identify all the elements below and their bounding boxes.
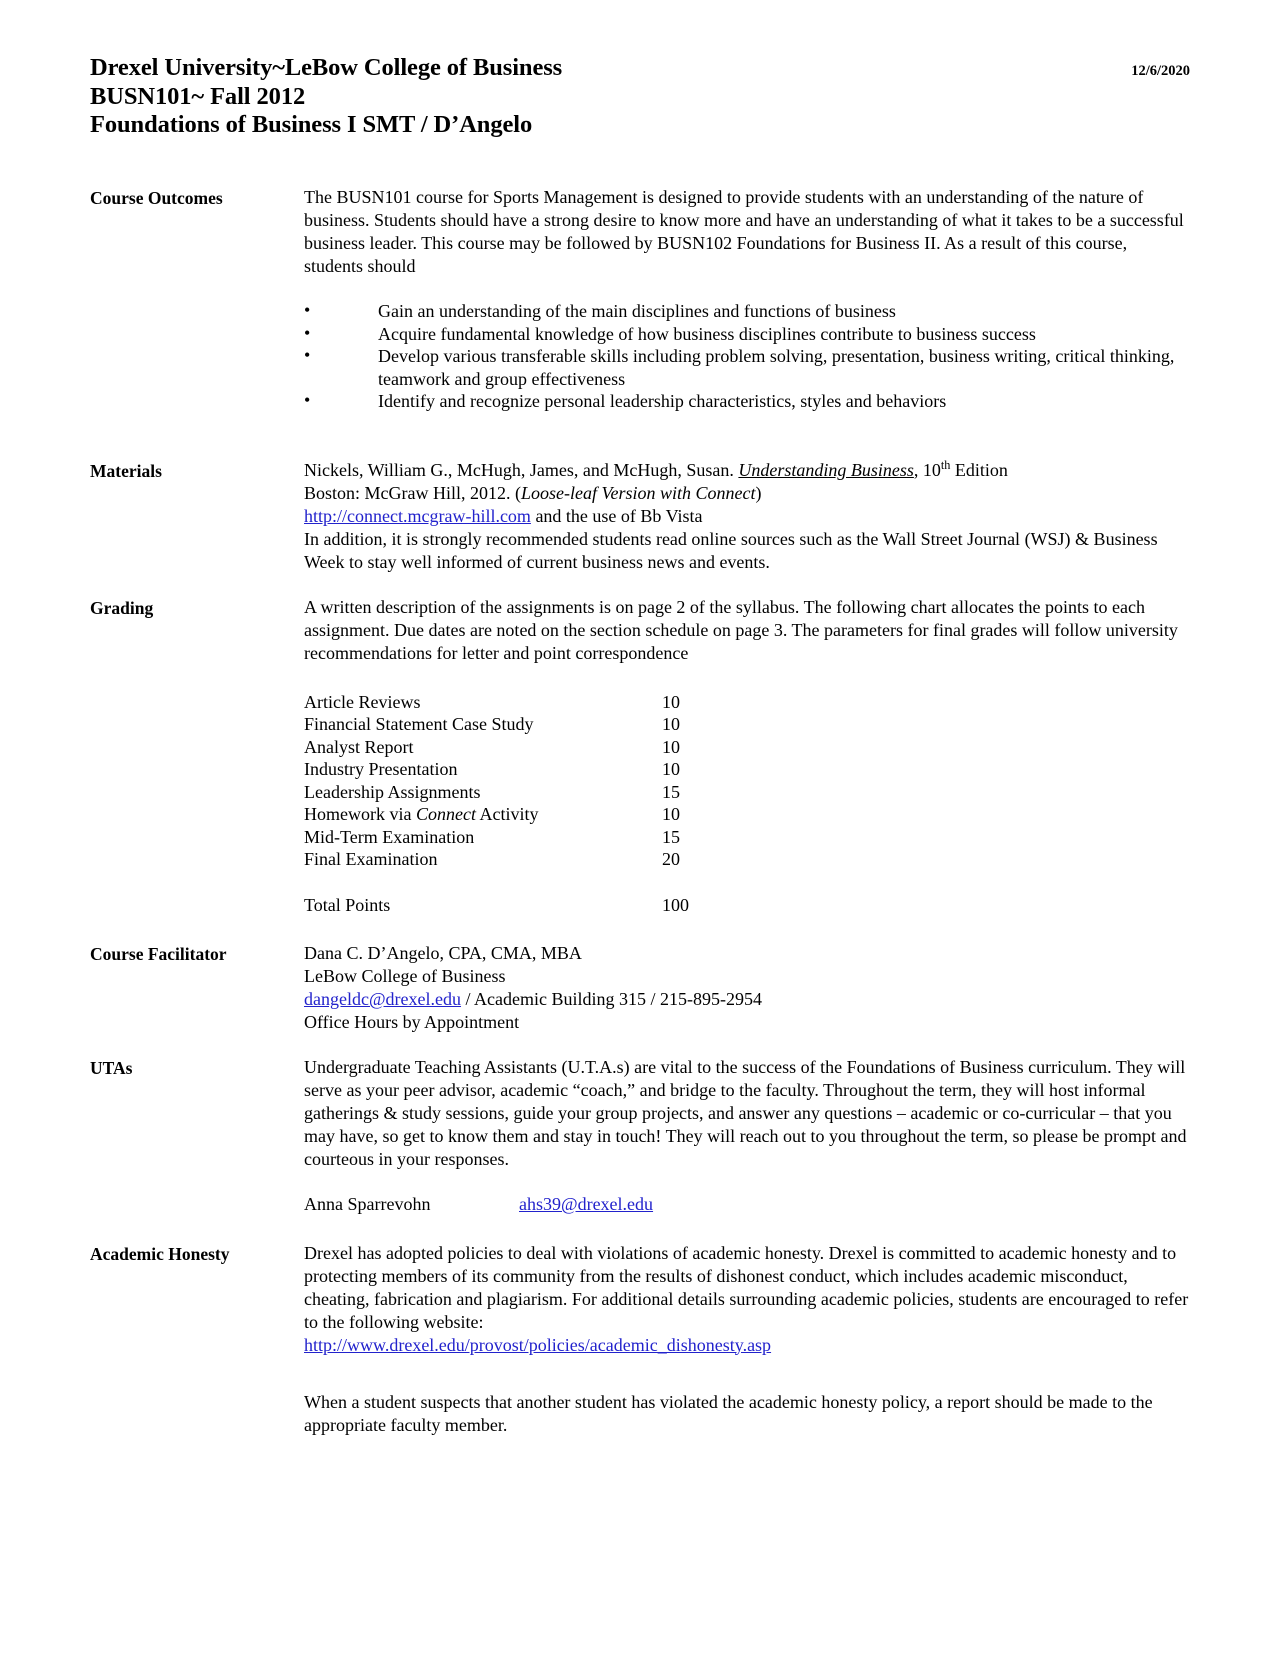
facilitator-office-phone: / Academic Building 315 / 215-895-2954 [461, 989, 762, 1009]
bullet-icon: • [304, 322, 311, 343]
assignment-name: Industry Presentation [304, 759, 458, 779]
assignment-points: 10 [662, 804, 680, 824]
list-item-text: Identify and recognize personal leadership characteristics, styles and behaviors [378, 391, 947, 411]
section-course-facilitator [90, 942, 1190, 1034]
academic-honesty-paragraph-2: When a student suspects that another student has violated the academic honesty policy, a report should be made to the appropriate faculty member. [304, 1391, 1153, 1435]
section-grading [90, 596, 1190, 917]
facilitator-contact-line [304, 988, 1190, 1011]
assignment-points: 15 [662, 826, 680, 847]
assignment-name-emphasis: Connect [415, 804, 476, 824]
section-academic-honesty [90, 1242, 1190, 1437]
section-body-course-facilitator [304, 942, 1190, 1034]
section-materials [90, 459, 1190, 574]
materials-authors: Nickels, William G., McHugh, James, and McHugh, Susan. [304, 459, 739, 480]
assignment-points: 20 [662, 849, 680, 869]
assignment-name: Leadership Assignments [304, 781, 481, 802]
bullet-icon: • [304, 390, 311, 410]
table-row [304, 758, 782, 781]
assignment-points: 15 [662, 781, 680, 802]
section-label-academic-honesty: Academic Honesty [90, 1243, 230, 1264]
assignment-name: Mid-Term Examination [304, 826, 475, 847]
table-spacer-row [304, 871, 782, 894]
list-item [304, 390, 1190, 413]
materials-edition-post: Edition [950, 459, 1008, 480]
materials-citation-line [304, 459, 1190, 482]
assignment-points: 10 [662, 691, 680, 712]
materials-book-title: Understanding Business [738, 459, 914, 480]
materials-edition-ordinal: th [940, 457, 951, 472]
academic-honesty-link-line [304, 1334, 1190, 1357]
table-row [304, 1193, 653, 1216]
section-course-outcomes [90, 186, 1190, 413]
header-title-line-3: Foundations of Business I SMT / D’Angelo [90, 111, 533, 138]
section-body-course-outcomes [304, 186, 1190, 413]
list-item [304, 323, 1190, 346]
assignment-name: Analyst Report [304, 736, 414, 757]
header-date: 12/6/2020 [1131, 63, 1190, 79]
assignment-name-pre: Homework via [304, 804, 416, 824]
materials-version-note: Loose-leaf Version with Connect [520, 482, 756, 503]
utas-paragraph: Undergraduate Teaching Assistants (U.T.A.s) are vital to the success of the Foundations of Business curriculum. They will serve as your peer advisor, academic “coach,” and bridge to the faculty. Throughout the term, they will host informal gatherings & study sessions, guide your group projects, and answer any questions – academic or co-curricular – that you may have, so get to know them and stay in touch! They will reach out to you throughout the term, so please be prompt and courteous in your responses. [304, 1057, 1187, 1169]
materials-edition-mid: , 10 [913, 459, 941, 480]
grading-intro: A written description of the assignments is on page 2 of the syllabus. The following chart allocates the points to each assignment. Due dates are noted on the section schedule on page 3. The parameters for final grades will follow university recommendations for letter and point correspondence [304, 596, 1178, 663]
list-item-text: Gain an understanding of the main disciplines and functions of business [378, 301, 896, 321]
materials-connect-link[interactable]: http://connect.mcgraw-hill.com [304, 505, 531, 526]
facilitator-name: Dana C. D’Angelo, CPA, CMA, MBA [304, 943, 582, 963]
header-title-block [90, 54, 562, 140]
header-title-line-2: BUSN101~ Fall 2012 [90, 82, 306, 110]
table-row [304, 713, 782, 736]
assignment-name: Financial Statement Case Study [304, 714, 534, 734]
section-body-grading [304, 596, 1190, 917]
list-item [304, 345, 1190, 390]
table-row [304, 826, 782, 849]
section-label-utas: UTAs [90, 1058, 133, 1078]
section-body-materials [304, 459, 1190, 574]
table-row-total [304, 894, 782, 917]
materials-paren-close: ) [755, 482, 762, 503]
materials-link-line [304, 505, 1190, 528]
section-label-course-facilitator: Course Facilitator [90, 944, 227, 964]
table-row [304, 848, 782, 871]
total-points-label: Total Points [304, 894, 391, 915]
materials-publisher: Boston: McGraw Hill, 2012. ( [304, 482, 521, 503]
assignment-points: 10 [662, 714, 680, 734]
table-row [304, 803, 782, 826]
list-item-text: Develop various transferable skills including problem solving, presentation, business writing, critical thinking, teamwork and group effectiveness [378, 346, 1175, 389]
course-outcomes-bullet-list [304, 300, 1190, 413]
assignment-name: Article Reviews [304, 691, 421, 712]
assignment-name-post: Activity [475, 804, 539, 824]
section-body-academic-honesty [304, 1242, 1190, 1437]
table-row [304, 691, 782, 714]
facilitator-college: LeBow College of Business [304, 966, 506, 986]
uta-name: Anna Sparrevohn [304, 1194, 431, 1214]
table-row [304, 736, 782, 759]
assignment-name: Final Examination [304, 849, 438, 869]
course-outcomes-intro: The BUSN101 course for Sports Management is designed to provide students with an understanding of the nature of business. Students should have a strong desire to know more and have an understanding of what it takes to be a successful business leader. This course may be followed by BUSN102 Foundations for Business II. As a result of this course, students should [304, 187, 1184, 276]
table-row [304, 781, 782, 804]
facilitator-office-hours: Office Hours by Appointment [304, 1012, 520, 1032]
assignment-name [304, 803, 662, 826]
section-body-utas [304, 1056, 1190, 1216]
materials-link-suffix: and the use of Bb Vista [530, 505, 703, 526]
section-label-grading: Grading [90, 597, 154, 618]
section-label-materials: Materials [90, 460, 162, 481]
academic-honesty-policy-link[interactable]: http://www.drexel.edu/provost/policies/academic_dishonesty.asp [304, 1334, 772, 1355]
academic-honesty-paragraph-1: Drexel has adopted policies to deal with violations of academic honesty. Drexel is committed to academic honesty and to protecting members of its community from the results of dishonest conduct, which includes academic misconduct, cheating, fabrication and plagiarism. For additional details surrounding academic policies, students are encouraged to refer to the following website: [304, 1242, 1189, 1332]
uta-email-link[interactable]: ahs39@drexel.edu [519, 1194, 654, 1214]
bullet-icon: • [304, 345, 311, 365]
bullet-icon: • [304, 300, 311, 320]
assignment-points: 10 [662, 759, 680, 779]
section-label-course-outcomes: Course Outcomes [90, 188, 223, 208]
materials-publisher-line [304, 482, 1190, 505]
header-title-line-1: Drexel University~LeBow College of Business [90, 54, 563, 81]
materials-recommendation: In addition, it is strongly recommended students read online sources such as the Wall Street Journal (WSJ) & Business Week to stay well informed of current business news and events. [304, 528, 1158, 572]
grading-table [304, 691, 782, 917]
list-item [304, 300, 1190, 323]
facilitator-email-link[interactable]: dangeldc@drexel.edu [304, 989, 462, 1009]
document-body [90, 186, 1190, 1437]
assignment-points: 10 [662, 736, 680, 757]
list-item-text: Acquire fundamental knowledge of how business disciplines contribute to business success [378, 323, 1036, 344]
uta-email-cell [519, 1193, 653, 1216]
total-points-value: 100 [662, 894, 689, 915]
uta-contact-table [304, 1193, 653, 1216]
section-utas [90, 1056, 1190, 1216]
document-header [90, 54, 1190, 140]
